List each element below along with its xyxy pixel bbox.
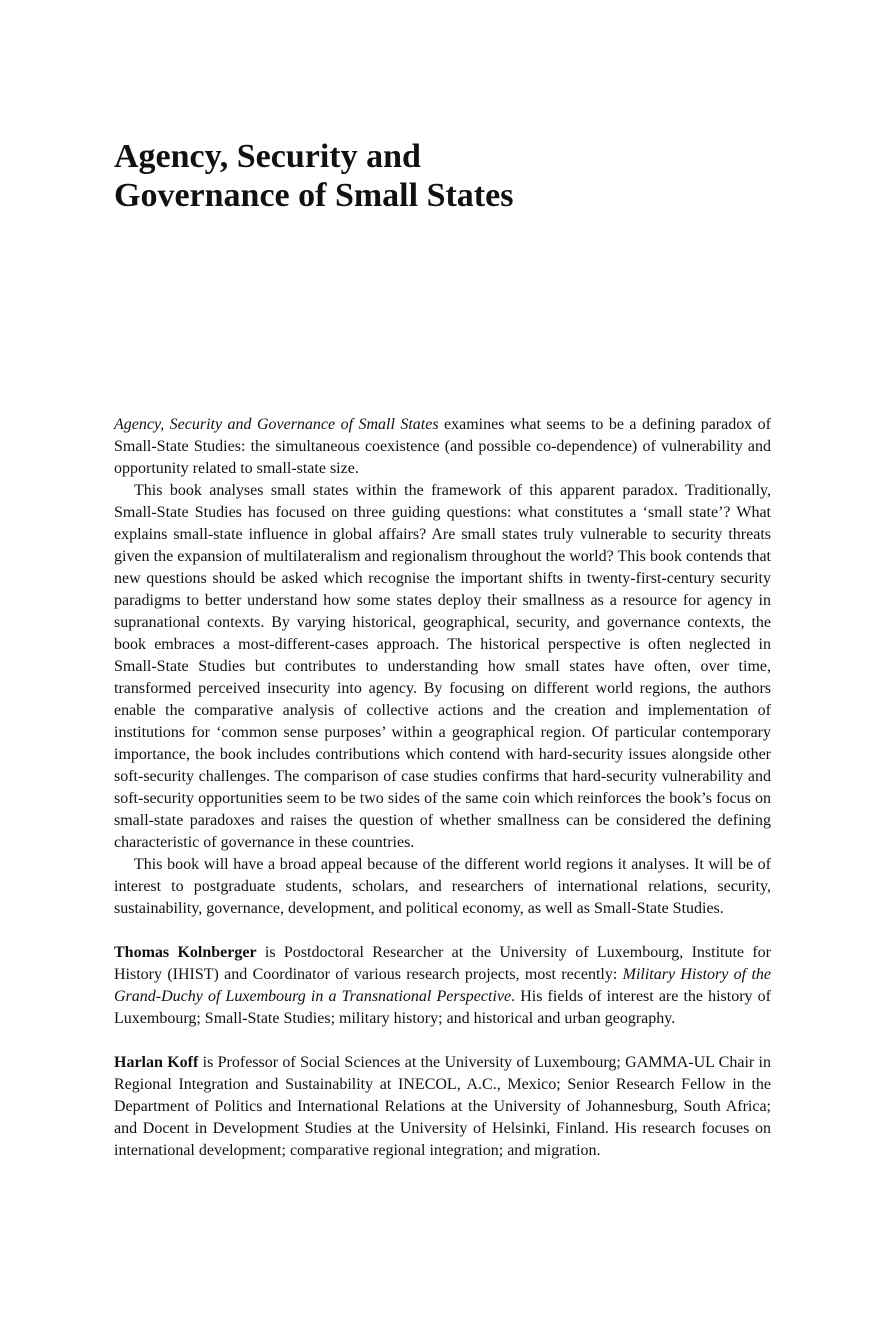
author-bio-koff: [114, 1052, 771, 1162]
book-title-line-1: Agency, Security and: [114, 138, 421, 175]
author-name-koff: Harlan Koff: [114, 1054, 199, 1071]
author-bio-koff-text: is Professor of Social Sciences at the University of Luxembourg; GAMMA-UL Chair in Regional Integration and Sustainability at INECOL, A.C., Mexico; Senior Research Fellow in the Department of Politics and International Relations at the University of Johannesburg, South Africa; and Docent in Development Studies at the University of Helsinki, Finland. His research focuses on international development; comparative regional integration; and migration.: [114, 1054, 771, 1159]
description-paragraph-1: [114, 414, 771, 480]
author-bio-kolnberger-text-2: . His fields of interest are the history of Luxembourg; Small-State Studies; military history; and historical and urban geography.: [114, 988, 771, 1027]
book-title: [114, 137, 774, 215]
author-bio-kolnberger: [114, 942, 771, 1030]
author-bio-kolnberger-project-title: Military History of the Grand-Duchy of Luxembourg in a Transnational Perspective: [114, 966, 771, 1005]
author-name-kolnberger: Thomas Kolnberger: [114, 944, 257, 961]
description-paragraph-2: This book analyses small states within the framework of this apparent paradox. Traditionally, Small-State Studies has focused on three guiding questions: what constitutes a ‘small state’? What explains small-state influence in global affairs? Are small states truly vulnerable to security threats given the expansion of multilateralism and regionalism throughout the world? This book contends that new questions should be asked which recognise the important shifts in twenty-first-century security paradigms to better understand how some states deploy their smallness as a resource for agency in supranational contexts. By varying historical, geographical, security, and governance contexts, the book embraces a most-different-cases approach. The historical perspective is often neglected in Small-State Studies but contributes to understanding how small states have often, over time, transformed perceived insecurity into agency. By focusing on different world regions, the authors enable the comparative analysis of collective actions and the creation and implementation of institutions for ‘common sense purposes’ within a geographical region. Of particular contemporary importance, the book includes contributions which contend with hard-security issues alongside other soft-security challenges. The comparison of case studies confirms that hard-security vulnerability and soft-security opportunities seem to be two sides of the same coin which reinforces the book’s focus on small-state paradoxes and raises the question of whether smallness can be considered the defining characteristic of governance in these countries.: [114, 482, 771, 851]
description-paragraph-1-text: examines what seems to be a defining paradox of Small-State Studies: the simultaneous coexistence (and possible co-dependence) of vulnerability and opportunity related to small-state size.: [114, 416, 772, 477]
description-book-title-italic: Agency, Security and Governance of Small States: [114, 416, 439, 433]
description-paragraph-3: This book will have a broad appeal because of the different world regions it analyses. It will be of interest to postgraduate students, scholars, and researchers of international relations, security, sustainability, governance, development, and political economy, as well as Small-State Studies.: [114, 856, 771, 917]
book-description: [114, 414, 771, 1162]
book-title-line-2: Governance of Small States: [114, 177, 514, 214]
author-bio-kolnberger-text-1: is Postdoctoral Researcher at the University of Luxembourg, Institute for History (IHIST) and Coordinator of various research projects, most recently:: [114, 944, 772, 983]
